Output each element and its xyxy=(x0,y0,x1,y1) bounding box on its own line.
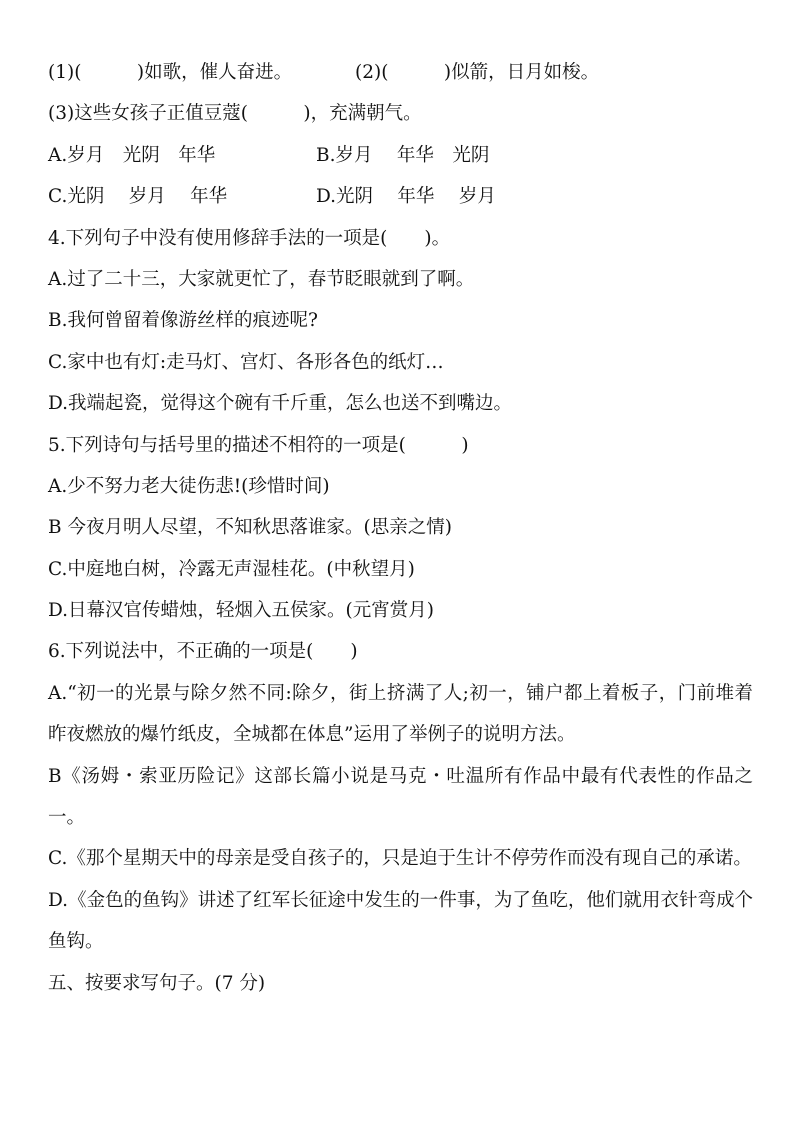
q6-option-a: A.“初一的光景与除夕然不同:除夕，街上挤满了人;初一，铺户都上着板子，门前堆着昨夜燃放的爆竹纸皮，全城都在体息”运用了举例子的说明方法。 xyxy=(48,682,753,746)
q5-option-c: C.中庭地白树，冷露无声湿桂花。(中秋望月) xyxy=(48,558,415,580)
q3-option-a: A.岁月 光阴 年华 xyxy=(48,144,216,166)
q6-option-b: B《汤姆・索亚历险记》这部长篇小说是马克・吐温所有作品中最有代表性的作品之一。 xyxy=(48,765,753,829)
q4-option-c: C.家中也有灯:走马灯、宫灯、各形各色的纸灯… xyxy=(48,351,444,373)
q4-option-b: B.我何曾留着像游丝样的痕迹呢? xyxy=(48,310,318,332)
q3-options-row-2 xyxy=(48,176,753,217)
q6-option-c: C.《那个星期天中的母亲是受自孩子的，只是迫于生计不停劳作而没有现自己的承诺。 xyxy=(48,848,752,870)
q3-item-1: (1)( )如歌，催人奋进。 xyxy=(48,62,293,83)
q5-option-d: D.日幕汉官传蜡烛，轻烟入五侯家。(元宵赏月) xyxy=(48,600,434,622)
q3-row-1 xyxy=(48,52,753,93)
q3-option-b: B.岁月 年华 光阴 xyxy=(316,144,490,166)
q4-option-d: D.我端起瓷，觉得这个碗有千斤重，怎么也送不到嘴边。 xyxy=(48,393,513,415)
section-5-heading: 五、按要求写句子。(7 分) xyxy=(48,972,266,994)
q6-stem: 6.下列说法中，不正确的一项是( ) xyxy=(48,641,358,663)
q5-stem: 5.下列诗句与括号里的描述不相符的一项是( ) xyxy=(48,434,469,456)
q5-option-a: A.少不努力老大徒伤悲!(珍惜时间) xyxy=(48,475,330,497)
q3-option-d: D.光阴 年华 岁月 xyxy=(316,186,496,208)
q4-stem: 4.下列句子中没有使用修辞手法的一项是( )。 xyxy=(48,227,451,249)
q3-item-3: (3)这些女孩子正值豆蔻( )，充满朝气。 xyxy=(48,103,422,125)
q3-options-row-1 xyxy=(48,135,753,176)
q4-option-a: A.过了二十三，大家就更忙了，春节眨眼就到了啊。 xyxy=(48,268,475,290)
q6-option-d: D.《金色的鱼钩》讲述了红军长征途中发生的一件事，为了鱼吃，他们就用衣针弯成个鱼钩。 xyxy=(48,889,753,953)
q3-item-2: (2)( )似箭，日月如梭。 xyxy=(355,62,600,83)
q5-option-b: B 今夜月明人尽望，不知秋思落谁家。(思亲之情) xyxy=(48,517,452,539)
exam-page xyxy=(48,52,753,1004)
q3-option-c: C.光阴 岁月 年华 xyxy=(48,186,228,208)
